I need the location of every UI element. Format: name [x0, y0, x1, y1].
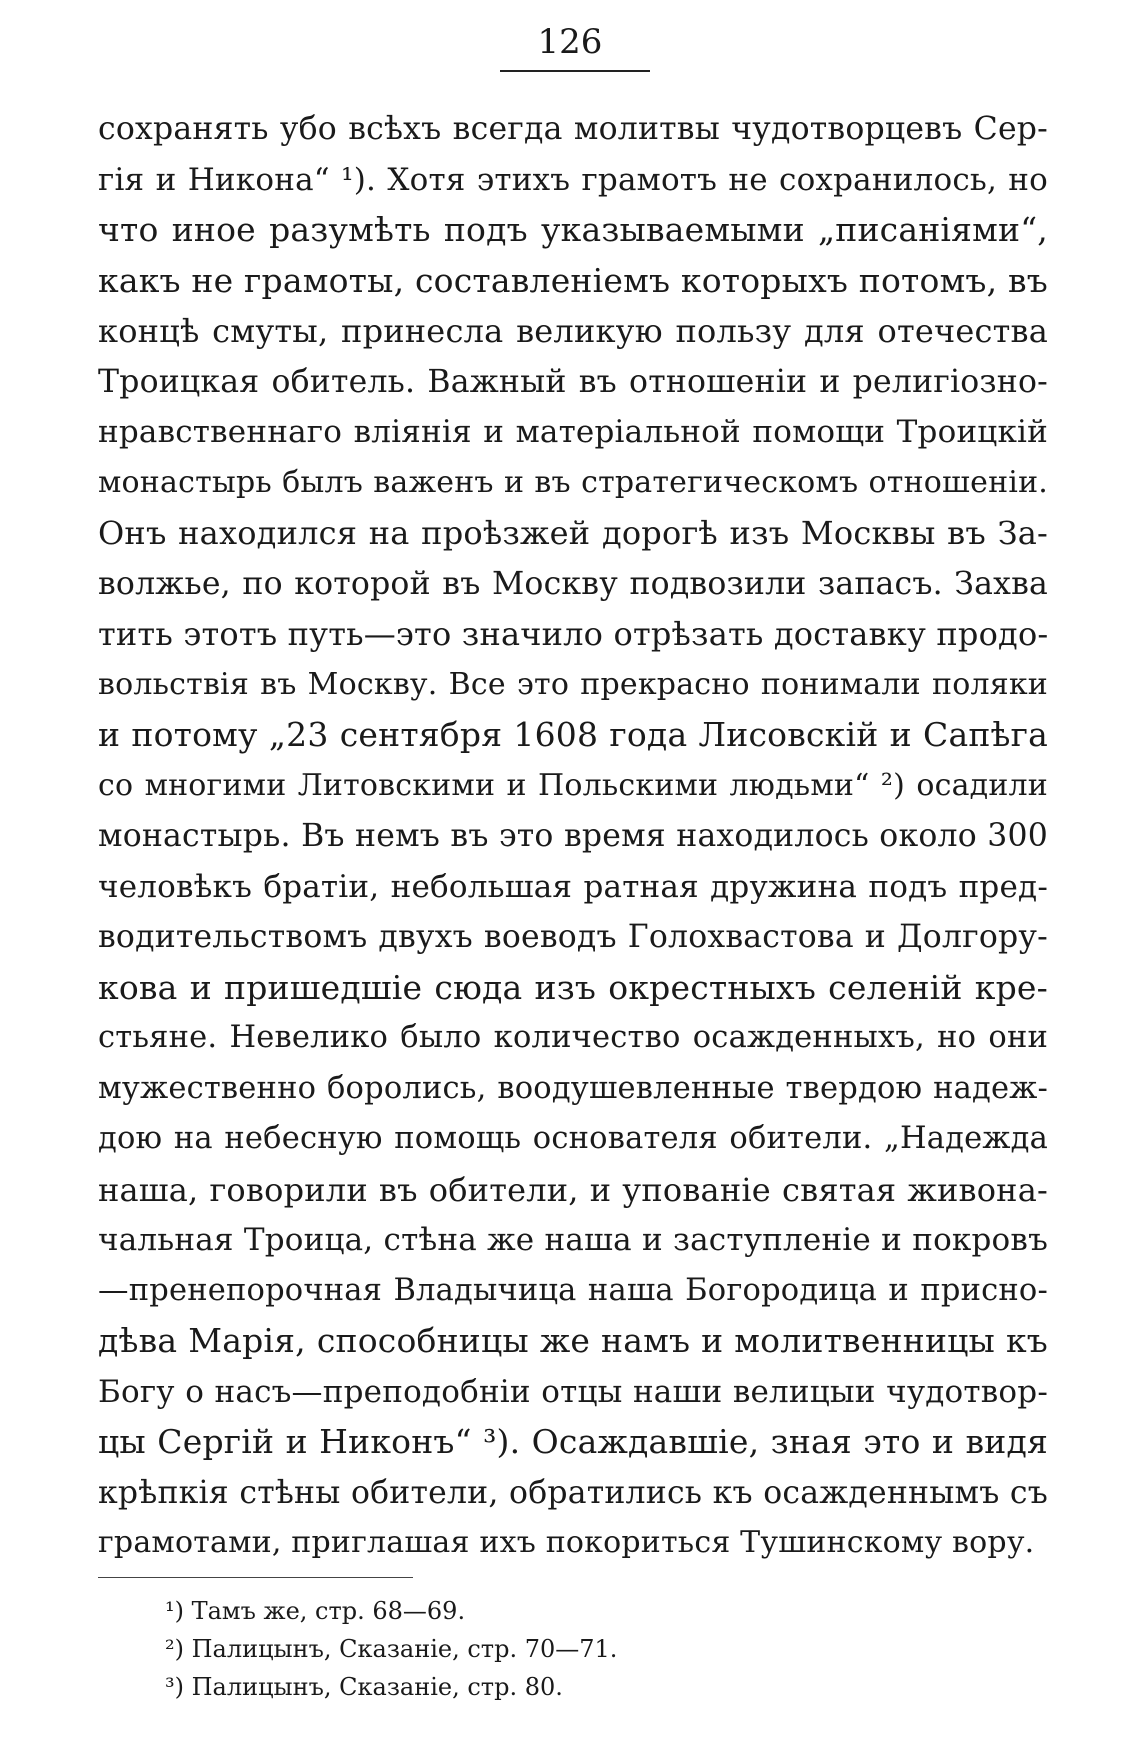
text-line: какъ не грамоты, составленіемъ которыхъ потомъ, въ [98, 260, 1048, 300]
text-line: цы Сергій и Никонъ“ ³). Осаждавшіе, зная это и видя [98, 1422, 1048, 1461]
body-text [98, 104, 1048, 1569]
footnote: ²) Палицынъ, Сказаніе, стр. 70—71. [165, 1635, 618, 1663]
text-line: стьяне. Невелико было количество осажденныхъ, но они [98, 1020, 1048, 1055]
text-line: наша, говорили въ обители, и упованіе святая живона- [98, 1170, 1048, 1209]
page-number: 126 [537, 22, 603, 62]
text-line: —пренепорочная Владычица наша Богородица и присно- [98, 1272, 1048, 1308]
text-line: человѣкъ братіи, небольшая ратная дружина подъ пред- [98, 868, 1048, 905]
text-line: гія и Никона“ ¹). Хотя этихъ грамотъ не сохранилось, но [98, 161, 1048, 198]
text-line: дѣва Марія, способницы же намъ и молитвенницы къ [98, 1321, 1048, 1360]
text-line: монастырь былъ важенъ и въ стратегическомъ отношеніи. [98, 464, 1048, 500]
footnote: ¹) Тамъ же, стр. 68—69. [165, 1597, 466, 1625]
text-line: нравственнаго вліянія и матеріальной помощи Троицкій [98, 414, 1048, 450]
text-line: кова и пришедшіе сюда изъ окрестныхъ селеній кре- [98, 967, 1048, 1007]
text-line: и потому „23 сентября 1608 года Лисовскій и Сапѣга [98, 715, 1048, 754]
text-line: концѣ смуты, принесла великую пользу для отечества [98, 312, 1048, 350]
text-line: что иное разумѣть подъ указываемыми „писаніями“, [98, 210, 1048, 249]
text-line: Троицкая обитель. Важный въ отношеніи и религіозно- [98, 363, 1048, 400]
text-line: водительствомъ двухъ воеводъ Голохвастова и Долгору- [98, 919, 1048, 955]
text-line: вольствія въ Москву. Все это прекрасно понимали поляки [98, 666, 1048, 702]
page-number-rule [500, 70, 650, 72]
text-line: монастырь. Въ немъ въ это время находилось около 300 [98, 818, 1048, 854]
footnote-divider [98, 1577, 413, 1578]
text-line: Онъ находился на проѣзжей дорогѣ изъ Москвы въ За- [98, 514, 1048, 552]
footnotes [165, 1592, 865, 1706]
footnote: ³) Палицынъ, Сказаніе, стр. 80. [165, 1673, 563, 1701]
text-line: Богу о насъ—преподобніи отцы наши велицыи чудотвор- [98, 1373, 1048, 1410]
text-line: дою на небесную помощь основателя обители. „Надежда [98, 1121, 1048, 1156]
text-line: грамотами, приглашая ихъ покориться Тушинскому вору. [98, 1525, 1035, 1560]
text-line: мужественно боролись, воодушевленные твердою надеж- [98, 1070, 1048, 1106]
text-line: тить этотъ путь—это значило отрѣзать доставку продо- [98, 615, 1049, 653]
text-line: со многими Литовскими и Польскими людьми“ ²) осадили [98, 767, 1048, 803]
text-line: волжье, по которой въ Москву подвозили запасъ. Захва [98, 565, 1048, 602]
text-line: чальная Троица, стѣна же наша и заступленіе и покровъ [98, 1222, 1048, 1258]
text-line: сохранять убо всѣхъ всегда молитвы чудотворцевъ Сер- [98, 111, 1048, 147]
text-line: крѣпкія стѣны обители, обратились къ осажденнымъ съ [98, 1474, 1048, 1511]
